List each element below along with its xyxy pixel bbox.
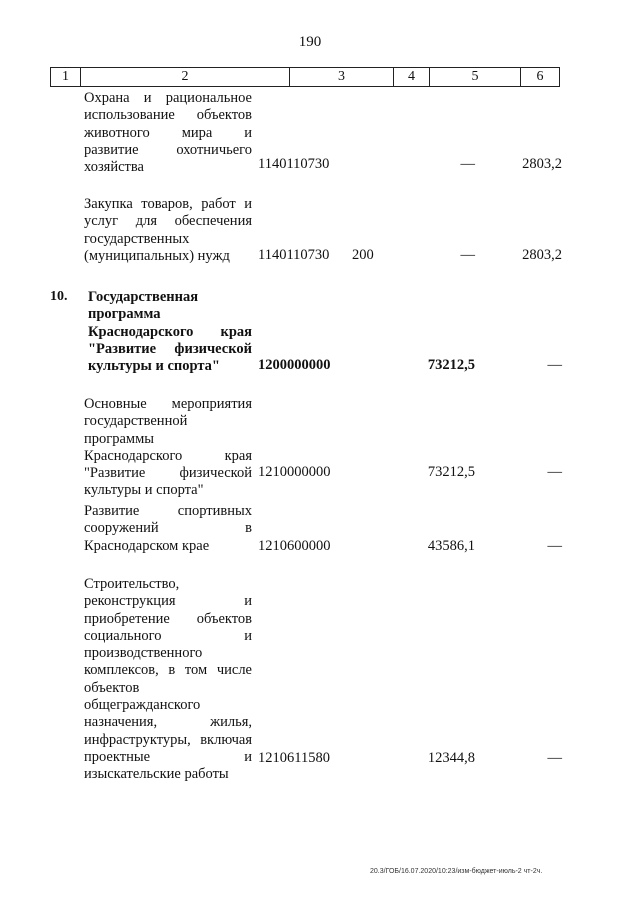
- row-name: Государственная программа Краснодарского края "Развитие физической культуры и спорта": [88, 289, 252, 375]
- row-col6: —: [547, 538, 562, 554]
- row-col5: 12344,8: [427, 750, 475, 766]
- header-col-4: 4: [394, 68, 430, 86]
- row-col5: 73212,5: [427, 464, 475, 480]
- row-code: 1210611580: [258, 750, 330, 766]
- row-col6: 2803,2: [522, 156, 562, 172]
- header-col-1: 1: [51, 68, 81, 86]
- row-code: 1140110730: [258, 247, 330, 263]
- table-header: [50, 67, 560, 87]
- row-name: Развитие спортивных сооружений в Краснодарском крае: [84, 503, 252, 554]
- row-code: 1210000000: [258, 464, 331, 480]
- row-code: 1140110730: [258, 156, 330, 172]
- header-col-5: 5: [430, 68, 521, 86]
- row-col6: 2803,2: [522, 247, 562, 263]
- page-number: 190: [298, 34, 322, 50]
- row-col5: 73212,5: [427, 357, 475, 373]
- row-number: 10.: [50, 289, 68, 304]
- row-name: Основные мероприятия государственной программы Краснодарского края "Развитие физической культуры и спорта": [84, 396, 252, 499]
- row-col5: —: [460, 247, 475, 263]
- row-col6: —: [547, 750, 562, 766]
- row-col5: —: [460, 156, 475, 172]
- row-name: Охрана и рациональное использование объектов животного мира и развитие охотничьего хозяйства: [84, 90, 252, 176]
- header-col-6: 6: [536, 69, 544, 84]
- row-col6: —: [547, 357, 562, 373]
- header-col-3: 3: [290, 68, 394, 86]
- row-name: Строительство, реконструкция и приобретение объектов социального и производственного комплексов, в том числе объектов общегражданского назначения, жилья, инфраструктуры, включая проектные и изыскательские работы: [84, 576, 252, 783]
- row-code: 1210600000: [258, 538, 331, 554]
- footer-stamp: 20.3/ГОБ/16.07.2020/10:23/изм-бюджет-июль-2 чт-2ч.: [370, 868, 543, 875]
- header-col-2: 2: [81, 68, 290, 86]
- row-col5: 43586,1: [427, 538, 475, 554]
- row-name: Закупка товаров, работ и услуг для обеспечения государственных (муниципальных) нужд: [84, 196, 252, 264]
- row-col6: —: [547, 464, 562, 480]
- row-col4: 200: [352, 247, 374, 263]
- row-code: 1200000000: [258, 357, 331, 373]
